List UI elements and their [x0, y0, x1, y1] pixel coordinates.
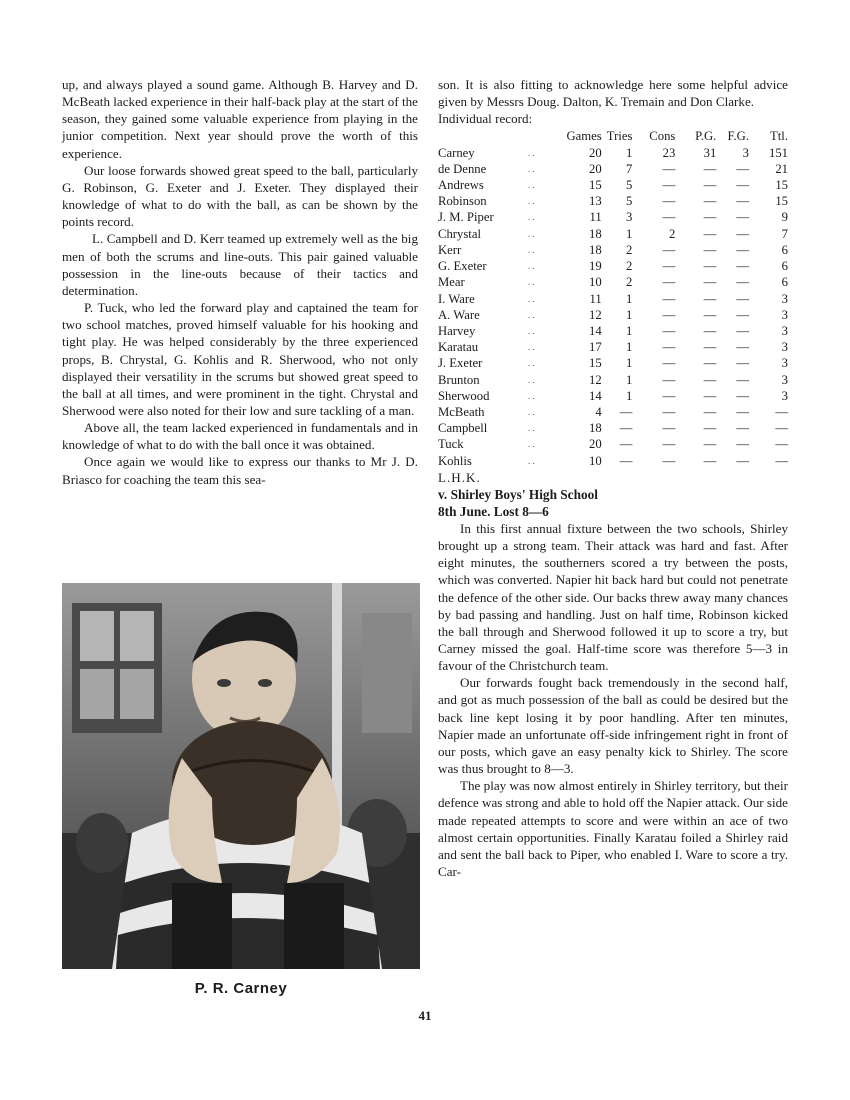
body-paragraph: The play was now almost entirely in Shirley territory, but their defence was strong and able to hold off the Napier attack. Our side made repeated attempts to score and were within an ace of two almost certain opportunities. Finally Karatau foiled a Shirley raid and sent the ball back to Piper, who enabled I. Ware to score a try. Car-: [438, 778, 788, 880]
total-cell: 9: [781, 210, 788, 225]
fg-cell: —: [736, 242, 750, 257]
player-name: Robinson: [438, 194, 487, 209]
fg-cell: —: [736, 340, 750, 355]
cons-cell: 23: [662, 145, 676, 160]
cons-cell: —: [662, 388, 676, 403]
cons-cell: —: [662, 437, 676, 452]
table-row: [438, 453, 788, 469]
total-cell: —: [775, 404, 788, 419]
leader-dots: . .: [528, 261, 535, 272]
leader-dots: . .: [528, 196, 535, 207]
leader-dots: . .: [528, 163, 535, 174]
fg-cell: —: [736, 291, 750, 306]
col-header-total: Ttl.: [770, 129, 788, 144]
cons-cell: —: [662, 307, 676, 322]
player-name: Sherwood: [438, 388, 490, 403]
fg-cell: —: [736, 404, 750, 419]
pg-cell: —: [703, 453, 717, 468]
total-cell: 3: [781, 340, 788, 355]
fg-cell: —: [736, 210, 750, 225]
body-paragraph: P. Tuck, who led the forward play and captained the team for two school matches, proved himself valuable for his hooking and tight play. He was helped considerably by the three experienced props, B. Chrystal, G. Kohlis and R. Sherwood, who not only displayed their versatility in the scrums but showed great speed to the ball at all times, and were prominent in the tight. Chrystal and Sherwood were also noted for their low and sure tackling of a man.: [62, 300, 418, 418]
fg-cell: —: [736, 437, 750, 452]
fg-cell: —: [736, 161, 750, 176]
leader-dots: . .: [528, 180, 535, 191]
table-row: [438, 339, 788, 355]
table-row: [438, 274, 788, 290]
player-name: Brunton: [438, 372, 480, 387]
pg-cell: —: [703, 404, 717, 419]
player-name: Kerr: [438, 242, 462, 257]
pg-cell: —: [703, 388, 717, 403]
leader-dots: . .: [528, 374, 535, 385]
table-row: [438, 193, 788, 209]
player-name: Karatau: [438, 340, 479, 355]
games-cell: 20: [589, 145, 602, 160]
body-paragraph: Once again we would like to express our thanks to Mr J. D. Briasco for coaching the team this sea-: [62, 454, 418, 487]
record-table-body: [438, 145, 788, 469]
tries-cell: —: [619, 421, 633, 436]
cons-cell: —: [662, 291, 676, 306]
games-cell: 20: [589, 161, 602, 176]
total-cell: 3: [781, 291, 788, 306]
total-cell: 3: [781, 388, 788, 403]
games-cell: 14: [589, 323, 602, 338]
total-cell: 6: [781, 275, 788, 290]
total-cell: 3: [781, 372, 788, 387]
total-cell: 151: [768, 145, 788, 160]
table-row: [438, 161, 788, 177]
record-label: Individual record:: [438, 111, 533, 127]
player-photo: [62, 583, 420, 969]
player-name: Andrews: [438, 178, 484, 193]
games-cell: 10: [589, 275, 602, 290]
table-row: [438, 258, 788, 274]
player-name: Tuck: [438, 437, 464, 452]
games-cell: 17: [589, 340, 602, 355]
cons-cell: —: [662, 404, 676, 419]
pg-cell: —: [703, 194, 717, 209]
pg-cell: —: [703, 259, 717, 274]
leader-dots: . .: [528, 212, 535, 223]
cons-cell: —: [662, 372, 676, 387]
games-cell: 18: [589, 226, 602, 241]
leader-dots: . .: [528, 439, 535, 450]
pg-cell: —: [703, 226, 717, 241]
pg-cell: —: [703, 161, 717, 176]
total-cell: —: [775, 421, 788, 436]
cons-cell: —: [662, 275, 676, 290]
cons-cell: —: [662, 242, 676, 257]
pg-cell: —: [703, 372, 717, 387]
author-signature: L.H.K.: [438, 469, 481, 485]
body-paragraph: Above all, the team lacked experienced in fundamentals and in knowledge of what to do with the ball once it was obtained.: [62, 420, 418, 453]
table-row: [438, 436, 788, 452]
fg-cell: —: [736, 421, 750, 436]
games-cell: 12: [589, 372, 602, 387]
tries-cell: 1: [626, 226, 633, 241]
tries-cell: —: [619, 404, 633, 419]
total-cell: —: [775, 437, 788, 452]
leader-dots: . .: [528, 228, 535, 239]
games-cell: 13: [589, 194, 602, 209]
pg-cell: —: [703, 291, 717, 306]
tries-cell: 1: [626, 372, 633, 387]
table-row: [438, 372, 788, 388]
tries-cell: 5: [626, 178, 633, 193]
table-row: [438, 226, 788, 242]
leader-dots: . .: [528, 406, 535, 417]
total-cell: —: [775, 453, 788, 468]
fg-cell: —: [736, 259, 750, 274]
pg-cell: —: [703, 178, 717, 193]
table-row: [438, 177, 788, 193]
pg-cell: —: [703, 210, 717, 225]
tries-cell: 1: [626, 145, 633, 160]
games-cell: 15: [589, 356, 602, 371]
fg-cell: —: [736, 275, 750, 290]
fg-cell: —: [736, 323, 750, 338]
cons-cell: —: [662, 210, 676, 225]
leader-dots: . .: [528, 423, 535, 434]
match-date-result: 8th June. Lost 8—6: [438, 503, 549, 519]
table-row: [438, 291, 788, 307]
table-row: [438, 323, 788, 339]
match-heading: v. Shirley Boys' High School: [438, 486, 598, 502]
body-paragraph: In this first annual fixture between the two schools, Shirley brought up a strong team. Their attack was hard and fast. After eight minutes, the southerners scored a try between the posts, which was converted. Napier hit back hard but could not penetrate the defence of the other side. Our backs threw away many chances by bad passing and handling. Just on half time, Robinson kicked the ball through and Sherwood followed it up to score a try, but Carney missed the goal. Half-time score was therefore 5—3 in favour of the Christchurch team.: [438, 520, 788, 674]
left-column: [62, 76, 418, 488]
table-row: [438, 355, 788, 371]
pg-cell: —: [703, 437, 717, 452]
pg-cell: —: [703, 275, 717, 290]
fg-cell: —: [736, 307, 750, 322]
player-name: Campbell: [438, 421, 488, 436]
col-header-tries: Tries: [606, 129, 633, 144]
tries-cell: 1: [626, 388, 633, 403]
pg-cell: 31: [703, 145, 717, 160]
total-cell: 21: [775, 161, 788, 176]
games-cell: 11: [589, 210, 602, 225]
tries-cell: 1: [626, 307, 633, 322]
leader-dots: . .: [528, 277, 535, 288]
player-name: J. M. Piper: [438, 210, 494, 225]
player-name: McBeath: [438, 404, 485, 419]
leader-dots: . .: [528, 358, 535, 369]
games-cell: 12: [589, 307, 602, 322]
leader-dots: . .: [528, 455, 535, 466]
fg-cell: —: [736, 356, 750, 371]
player-name: Chrystal: [438, 226, 481, 241]
individual-record-table: [438, 128, 788, 468]
cons-cell: —: [662, 161, 676, 176]
tries-cell: 2: [626, 259, 633, 274]
fg-cell: —: [736, 226, 750, 241]
cons-cell: —: [662, 194, 676, 209]
tries-cell: 2: [626, 242, 633, 257]
table-row: [438, 145, 788, 161]
pg-cell: —: [703, 340, 717, 355]
col-header-fg: F.G.: [727, 129, 750, 144]
tries-cell: —: [619, 453, 633, 468]
body-paragraph: Our forwards fought back tremendously in the second half, and got as much possession of the ball as could be desired but the back line kept losing it by poor handling. After ten minutes, Napier made an unfortunate off-side infringement right in front of our posts, which gave an easy penalty kick to Shirley. The score was thus brought to 8—3.: [438, 675, 788, 777]
cons-cell: —: [662, 340, 676, 355]
pg-cell: —: [703, 356, 717, 371]
pg-cell: —: [703, 307, 717, 322]
games-cell: 19: [589, 259, 602, 274]
player-name: J. Exeter: [438, 356, 483, 371]
cons-cell: —: [662, 323, 676, 338]
games-cell: 11: [589, 291, 602, 306]
page-number: 41: [418, 1008, 432, 1023]
games-cell: 10: [589, 453, 602, 468]
table-row: [438, 388, 788, 404]
fg-cell: —: [736, 388, 750, 403]
tries-cell: 3: [626, 210, 633, 225]
fg-cell: 3: [742, 145, 750, 160]
total-cell: 3: [781, 307, 788, 322]
total-cell: 3: [781, 356, 788, 371]
table-row: [438, 242, 788, 258]
leader-dots: . .: [528, 325, 535, 336]
tries-cell: 5: [626, 194, 633, 209]
tries-cell: —: [619, 437, 633, 452]
player-name: Harvey: [438, 323, 476, 338]
pg-cell: —: [703, 323, 717, 338]
table-row: [438, 307, 788, 323]
cons-cell: —: [662, 356, 676, 371]
cons-cell: —: [662, 421, 676, 436]
total-cell: 7: [781, 226, 788, 241]
fg-cell: —: [736, 178, 750, 193]
table-row: [438, 420, 788, 436]
games-cell: 18: [589, 421, 602, 436]
tries-cell: 2: [626, 275, 633, 290]
total-cell: 6: [781, 242, 788, 257]
player-photo-image: [62, 583, 420, 969]
body-paragraph: Our loose forwards showed great speed to the ball, particularly G. Robinson, G. Exeter and J. Exeter. They displayed their knowledge of what to do with the ball, as can be shown by the points record.: [62, 162, 418, 230]
table-header-row: [438, 128, 788, 144]
leader-dots: . .: [528, 390, 535, 401]
cons-cell: 2: [669, 226, 676, 241]
right-column: [438, 76, 788, 880]
fg-cell: —: [736, 372, 750, 387]
total-cell: 15: [775, 194, 788, 209]
cons-cell: —: [662, 453, 676, 468]
pg-cell: —: [703, 421, 717, 436]
total-cell: 6: [781, 259, 788, 274]
tries-cell: 1: [626, 356, 633, 371]
col-header-cons: Cons: [649, 129, 676, 144]
pg-cell: —: [703, 242, 717, 257]
body-paragraph: up, and always played a sound game. Although B. Harvey and D. McBeath lacked experience in their half-back play at the start of the season, they gained some valuable experience from playing in the junior competition. Next year should prove the worth of this experience.: [62, 77, 418, 161]
player-name: Kohlis: [438, 453, 472, 468]
fg-cell: —: [736, 194, 750, 209]
leader-dots: . .: [528, 147, 535, 158]
leader-dots: . .: [528, 293, 535, 304]
tries-cell: 1: [626, 340, 633, 355]
cons-cell: —: [662, 259, 676, 274]
player-name: de Denne: [438, 161, 487, 176]
games-cell: 18: [589, 242, 602, 257]
photo-caption: P. R. Carney: [194, 980, 288, 997]
table-row: [438, 209, 788, 225]
games-cell: 14: [589, 388, 602, 403]
cons-cell: —: [662, 178, 676, 193]
total-cell: 15: [775, 178, 788, 193]
body-paragraph: son. It is also fitting to acknowledge here some helpful advice given by Messrs Doug. Dalton, K. Tremain and Don Clarke.: [438, 77, 788, 110]
games-cell: 20: [589, 437, 602, 452]
leader-dots: . .: [528, 244, 535, 255]
tries-cell: 1: [626, 291, 633, 306]
fg-cell: —: [736, 453, 750, 468]
tries-cell: 1: [626, 323, 633, 338]
leader-dots: . .: [528, 309, 535, 320]
games-cell: 4: [595, 404, 602, 419]
body-paragraph: L. Campbell and D. Kerr teamed up extremely well as the big men of both the scrums and line-outs. This pair gained valuable possession in the line-outs because of their tactics and determination.: [62, 231, 418, 298]
total-cell: 3: [781, 323, 788, 338]
leader-dots: . .: [528, 342, 535, 353]
player-name: G. Exeter: [438, 259, 487, 274]
col-header-games: Games: [566, 129, 602, 144]
player-name: A. Ware: [438, 307, 480, 322]
table-row: [438, 404, 788, 420]
col-header-pg: P.G.: [695, 129, 717, 144]
player-name: Mear: [438, 275, 465, 290]
player-name: Carney: [438, 145, 475, 160]
games-cell: 15: [589, 178, 602, 193]
tries-cell: 7: [626, 161, 633, 176]
player-name: I. Ware: [438, 291, 475, 306]
